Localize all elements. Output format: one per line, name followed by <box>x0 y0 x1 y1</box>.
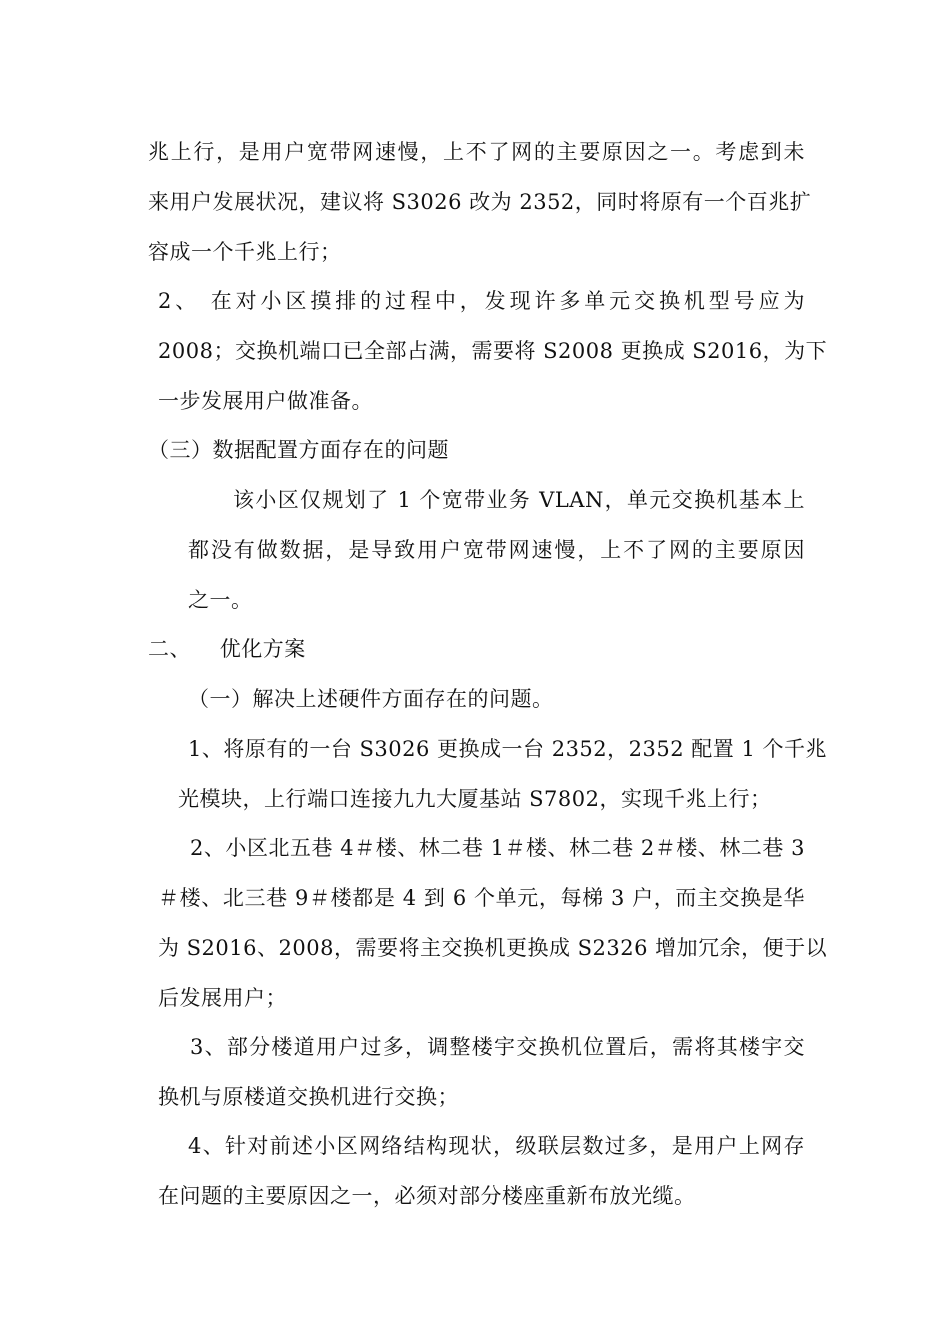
section-heading: （三）数据配置方面存在的问题 <box>148 438 449 462</box>
paragraph-line: 该小区仅规划了 1 个宽带业务 VLAN，单元交换机基本上 <box>233 488 805 512</box>
paragraph-line: 后发展用户； <box>158 986 287 1010</box>
section-heading: 二、 优化方案 <box>148 637 306 661</box>
paragraph-line: 之一。 <box>188 588 253 612</box>
paragraph-line: 换机与原楼道交换机进行交换； <box>158 1085 459 1109</box>
paragraph-line: 在问题的主要原因之一，必须对部分楼座重新布放光缆。 <box>158 1184 696 1208</box>
paragraph-line: 容成一个千兆上行； <box>148 240 342 264</box>
paragraph-line: ＃楼、北三巷 9＃楼都是 4 到 6 个单元，每梯 3 户，而主交换是华 <box>158 886 805 910</box>
paragraph-line: 为 S2016、2008，需要将主交换机更换成 S2326 增加冗余，便于以 <box>158 936 828 960</box>
paragraph-line: 3、部分楼道用户过多，调整楼宇交换机位置后，需将其楼宇交 <box>190 1035 805 1059</box>
paragraph-line: 1、将原有的一台 S3026 更换成一台 2352，2352 配置 1 个千兆 <box>188 737 827 761</box>
paragraph-line: 2、 在对小区摸排的过程中，发现许多单元交换机型号应为 <box>158 289 805 313</box>
paragraph-line: 来用户发展状况，建议将 S3026 改为 2352，同时将原有一个百兆扩 <box>148 190 812 214</box>
paragraph-line: 2008；交换机端口已全部占满，需要将 S2008 更换成 S2016，为下 <box>158 339 828 363</box>
subsection-heading: （一）解决上述硬件方面存在的问题。 <box>188 687 554 711</box>
paragraph-line: 4、针对前述小区网络结构现状，级联层数过多，是用户上网存 <box>188 1134 805 1158</box>
paragraph-line: 都没有做数据，是导致用户宽带网速慢，上不了网的主要原因 <box>188 538 805 562</box>
paragraph-line: 兆上行，是用户宽带网速慢，上不了网的主要原因之一。考虑到未 <box>148 140 805 164</box>
paragraph-line: 一步发展用户做准备。 <box>158 389 373 413</box>
paragraph-line: 光模块，上行端口连接九九大厦基站 S7802，实现千兆上行； <box>178 787 772 811</box>
paragraph-line: 2、小区北五巷 4＃楼、林二巷 1＃楼、林二巷 2＃楼、林二巷 3 <box>190 836 805 860</box>
